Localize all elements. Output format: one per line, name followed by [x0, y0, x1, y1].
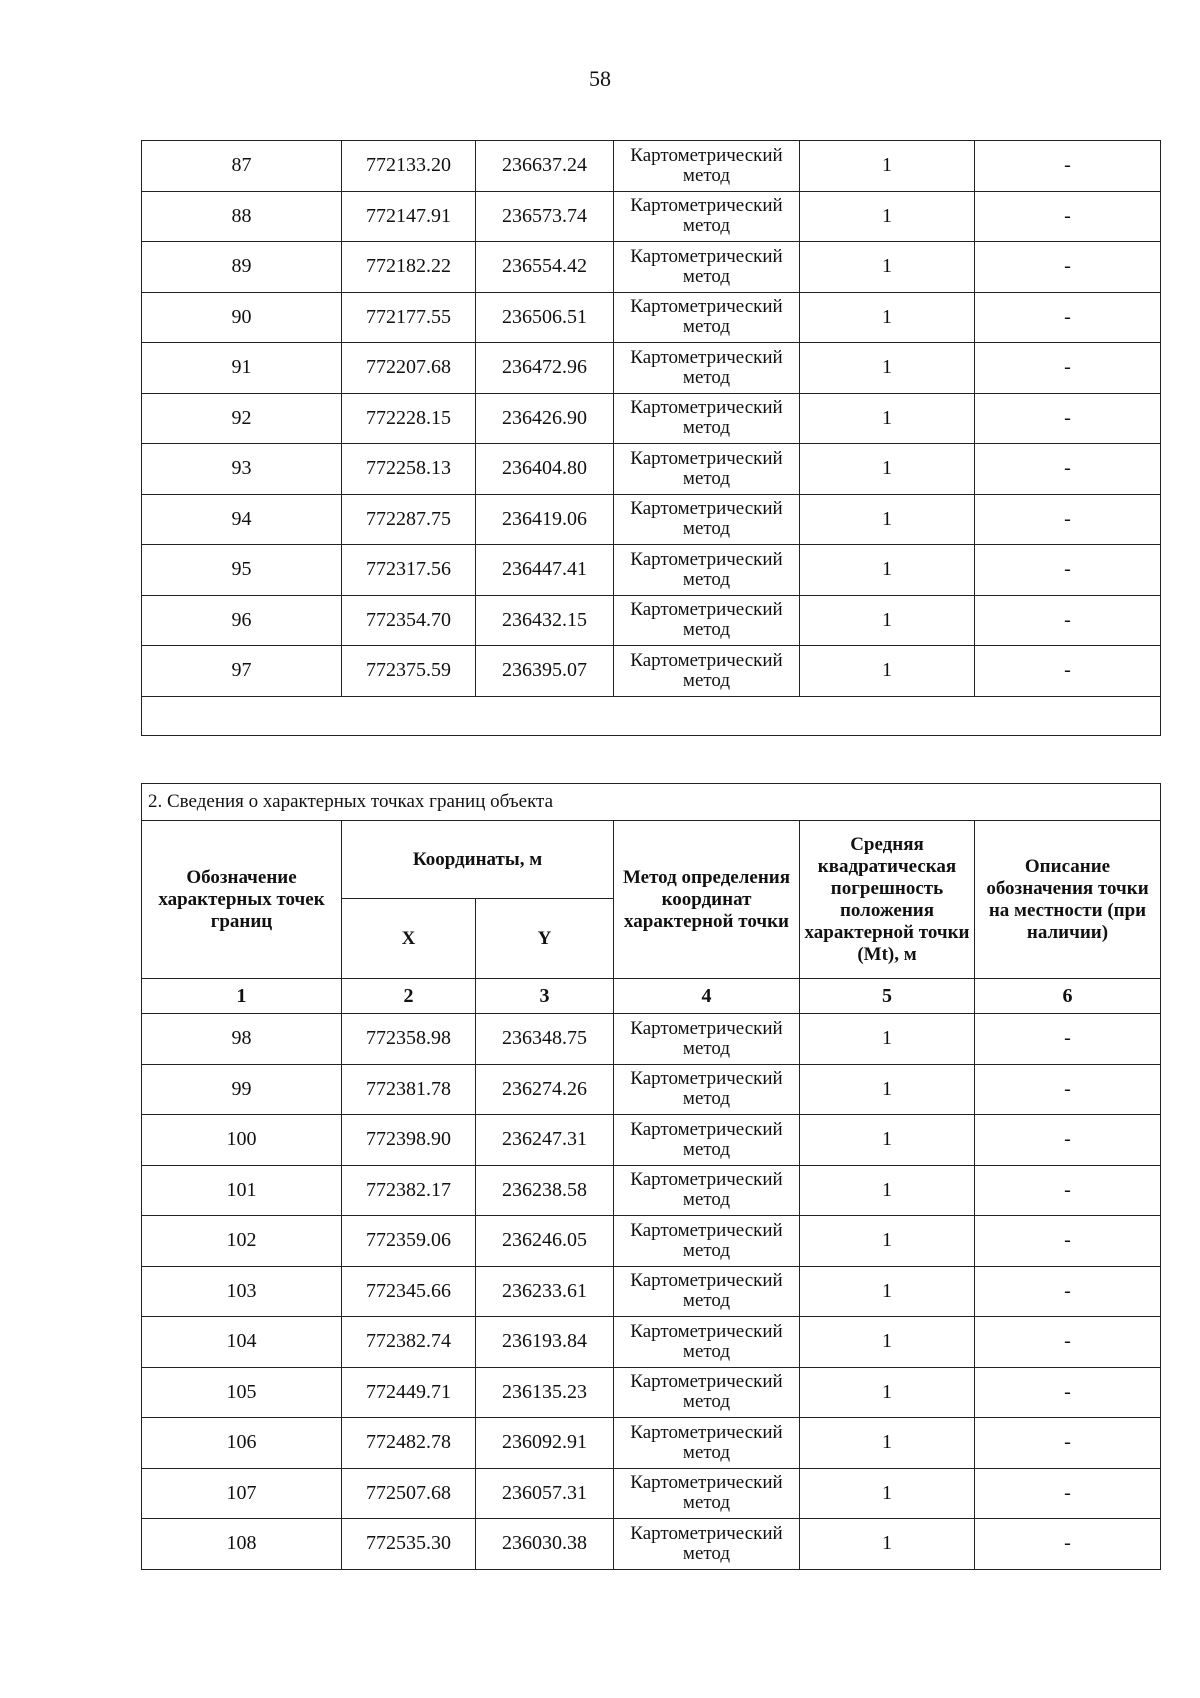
table-row [142, 1317, 1161, 1368]
empty-cell [142, 696, 1161, 735]
x-coordinate-cell: 772228.15 [342, 393, 476, 444]
method-cell: Картометрический метод [614, 1519, 800, 1570]
point-id-cell: 90 [142, 292, 342, 343]
method-cell: Картометрический метод [614, 545, 800, 596]
description-cell: - [975, 292, 1161, 343]
x-coordinate-cell: 772507.68 [342, 1468, 476, 1519]
column-number-row [142, 979, 1161, 1014]
table-row [142, 444, 1161, 495]
table-row [142, 292, 1161, 343]
description-cell: - [975, 141, 1161, 192]
header-error: Средняя квадратическая погрешность положения характерной точки (Mt), м [800, 821, 975, 979]
table-row [142, 1266, 1161, 1317]
description-cell: - [975, 545, 1161, 596]
table-row [142, 242, 1161, 293]
header-y: Y [476, 899, 614, 979]
description-cell: - [975, 343, 1161, 394]
error-cell: 1 [800, 1367, 975, 1418]
table-row [142, 646, 1161, 697]
table-row [142, 393, 1161, 444]
table-row [142, 191, 1161, 242]
x-coordinate-cell: 772182.22 [342, 242, 476, 293]
description-cell: - [975, 494, 1161, 545]
table-title: 2. Сведения о характерных точках границ объекта [142, 784, 1161, 821]
point-id-cell: 99 [142, 1064, 342, 1115]
point-id-cell: 89 [142, 242, 342, 293]
y-coordinate-cell: 236233.61 [476, 1266, 614, 1317]
description-cell: - [975, 1317, 1161, 1368]
point-id-cell: 108 [142, 1519, 342, 1570]
header-coords: Координаты, м [342, 821, 614, 899]
point-id-cell: 103 [142, 1266, 342, 1317]
error-cell: 1 [800, 1468, 975, 1519]
y-coordinate-cell: 236238.58 [476, 1165, 614, 1216]
error-cell: 1 [800, 1115, 975, 1166]
point-id-cell: 98 [142, 1014, 342, 1065]
column-number: 2 [342, 979, 476, 1014]
description-cell: - [975, 1165, 1161, 1216]
description-cell: - [975, 191, 1161, 242]
point-id-cell: 94 [142, 494, 342, 545]
table-row [142, 1418, 1161, 1469]
error-cell: 1 [800, 1064, 975, 1115]
column-number: 5 [800, 979, 975, 1014]
point-id-cell: 87 [142, 141, 342, 192]
point-id-cell: 92 [142, 393, 342, 444]
table-row [142, 141, 1161, 192]
description-cell: - [975, 1468, 1161, 1519]
method-cell: Картометрический метод [614, 1216, 800, 1267]
error-cell: 1 [800, 393, 975, 444]
point-id-cell: 101 [142, 1165, 342, 1216]
y-coordinate-cell: 236472.96 [476, 343, 614, 394]
error-cell: 1 [800, 1266, 975, 1317]
method-cell: Картометрический метод [614, 191, 800, 242]
x-coordinate-cell: 772359.06 [342, 1216, 476, 1267]
y-coordinate-cell: 236426.90 [476, 393, 614, 444]
y-coordinate-cell: 236135.23 [476, 1367, 614, 1418]
column-number: 4 [614, 979, 800, 1014]
method-cell: Картометрический метод [614, 646, 800, 697]
y-coordinate-cell: 236573.74 [476, 191, 614, 242]
x-coordinate-cell: 772354.70 [342, 595, 476, 646]
x-coordinate-cell: 772147.91 [342, 191, 476, 242]
method-cell: Картометрический метод [614, 1064, 800, 1115]
method-cell: Картометрический метод [614, 595, 800, 646]
table-row [142, 1216, 1161, 1267]
point-id-cell: 106 [142, 1418, 342, 1469]
table-row [142, 1064, 1161, 1115]
x-coordinate-cell: 772482.78 [342, 1418, 476, 1469]
y-coordinate-cell: 236246.05 [476, 1216, 614, 1267]
error-cell: 1 [800, 1216, 975, 1267]
point-id-cell: 95 [142, 545, 342, 596]
error-cell: 1 [800, 444, 975, 495]
method-cell: Картометрический метод [614, 1014, 800, 1065]
error-cell: 1 [800, 1418, 975, 1469]
table-row [142, 1115, 1161, 1166]
description-cell: - [975, 1266, 1161, 1317]
y-coordinate-cell: 236274.26 [476, 1064, 614, 1115]
method-cell: Картометрический метод [614, 494, 800, 545]
point-id-cell: 93 [142, 444, 342, 495]
y-coordinate-cell: 236030.38 [476, 1519, 614, 1570]
point-id-cell: 105 [142, 1367, 342, 1418]
x-coordinate-cell: 772358.98 [342, 1014, 476, 1065]
description-cell: - [975, 1014, 1161, 1065]
header-x: X [342, 899, 476, 979]
x-coordinate-cell: 772317.56 [342, 545, 476, 596]
method-cell: Картометрический метод [614, 1468, 800, 1519]
y-coordinate-cell: 236447.41 [476, 545, 614, 596]
description-cell: - [975, 1064, 1161, 1115]
point-id-cell: 96 [142, 595, 342, 646]
error-cell: 1 [800, 343, 975, 394]
table-row [142, 1468, 1161, 1519]
y-coordinate-cell: 236193.84 [476, 1317, 614, 1368]
description-cell: - [975, 595, 1161, 646]
point-id-cell: 88 [142, 191, 342, 242]
description-cell: - [975, 1519, 1161, 1570]
description-cell: - [975, 1115, 1161, 1166]
column-number: 1 [142, 979, 342, 1014]
column-number: 6 [975, 979, 1161, 1014]
description-cell: - [975, 242, 1161, 293]
x-coordinate-cell: 772449.71 [342, 1367, 476, 1418]
point-id-cell: 100 [142, 1115, 342, 1166]
method-cell: Картометрический метод [614, 444, 800, 495]
point-id-cell: 102 [142, 1216, 342, 1267]
x-coordinate-cell: 772177.55 [342, 292, 476, 343]
table-row [142, 1165, 1161, 1216]
method-cell: Картометрический метод [614, 242, 800, 293]
description-cell: - [975, 393, 1161, 444]
y-coordinate-cell: 236432.15 [476, 595, 614, 646]
method-cell: Картометрический метод [614, 1418, 800, 1469]
y-coordinate-cell: 236247.31 [476, 1115, 614, 1166]
error-cell: 1 [800, 292, 975, 343]
x-coordinate-cell: 772381.78 [342, 1064, 476, 1115]
error-cell: 1 [800, 191, 975, 242]
x-coordinate-cell: 772375.59 [342, 646, 476, 697]
point-id-cell: 104 [142, 1317, 342, 1368]
point-id-cell: 107 [142, 1468, 342, 1519]
method-cell: Картометрический метод [614, 1115, 800, 1166]
y-coordinate-cell: 236419.06 [476, 494, 614, 545]
method-cell: Картометрический метод [614, 292, 800, 343]
error-cell: 1 [800, 494, 975, 545]
error-cell: 1 [800, 545, 975, 596]
description-cell: - [975, 1367, 1161, 1418]
method-cell: Картометрический метод [614, 1266, 800, 1317]
x-coordinate-cell: 772398.90 [342, 1115, 476, 1166]
error-cell: 1 [800, 595, 975, 646]
x-coordinate-cell: 772345.66 [342, 1266, 476, 1317]
y-coordinate-cell: 236348.75 [476, 1014, 614, 1065]
y-coordinate-cell: 236554.42 [476, 242, 614, 293]
error-cell: 1 [800, 242, 975, 293]
y-coordinate-cell: 236395.07 [476, 646, 614, 697]
error-cell: 1 [800, 141, 975, 192]
method-cell: Картометрический метод [614, 1317, 800, 1368]
method-cell: Картометрический метод [614, 1367, 800, 1418]
method-cell: Картометрический метод [614, 393, 800, 444]
description-cell: - [975, 1216, 1161, 1267]
y-coordinate-cell: 236092.91 [476, 1418, 614, 1469]
error-cell: 1 [800, 1165, 975, 1216]
error-cell: 1 [800, 1317, 975, 1368]
y-coordinate-cell: 236637.24 [476, 141, 614, 192]
method-cell: Картометрический метод [614, 1165, 800, 1216]
coordinates-table-continued [141, 140, 1161, 736]
point-id-cell: 97 [142, 646, 342, 697]
table-row [142, 1367, 1161, 1418]
table-row [142, 343, 1161, 394]
y-coordinate-cell: 236057.31 [476, 1468, 614, 1519]
description-cell: - [975, 444, 1161, 495]
table-row [142, 1014, 1161, 1065]
page-number: 58 [589, 66, 611, 91]
x-coordinate-cell: 772133.20 [342, 141, 476, 192]
header-method: Метод определения координат характерной точки [614, 821, 800, 979]
x-coordinate-cell: 772258.13 [342, 444, 476, 495]
table-row [142, 494, 1161, 545]
table-row [142, 545, 1161, 596]
description-cell: - [975, 1418, 1161, 1469]
error-cell: 1 [800, 1014, 975, 1065]
header-desc: Описание обозначения точки на местности (при наличии) [975, 821, 1161, 979]
column-number: 3 [476, 979, 614, 1014]
table-row [142, 595, 1161, 646]
error-cell: 1 [800, 646, 975, 697]
boundary-points-table [141, 783, 1161, 1570]
empty-row [142, 696, 1161, 735]
x-coordinate-cell: 772287.75 [342, 494, 476, 545]
method-cell: Картометрический метод [614, 141, 800, 192]
point-id-cell: 91 [142, 343, 342, 394]
table-row [142, 1519, 1161, 1570]
y-coordinate-cell: 236404.80 [476, 444, 614, 495]
x-coordinate-cell: 772207.68 [342, 343, 476, 394]
x-coordinate-cell: 772382.74 [342, 1317, 476, 1368]
method-cell: Картометрический метод [614, 343, 800, 394]
x-coordinate-cell: 772535.30 [342, 1519, 476, 1570]
description-cell: - [975, 646, 1161, 697]
x-coordinate-cell: 772382.17 [342, 1165, 476, 1216]
y-coordinate-cell: 236506.51 [476, 292, 614, 343]
header-point: Обозначение характерных точек границ [142, 821, 342, 979]
error-cell: 1 [800, 1519, 975, 1570]
